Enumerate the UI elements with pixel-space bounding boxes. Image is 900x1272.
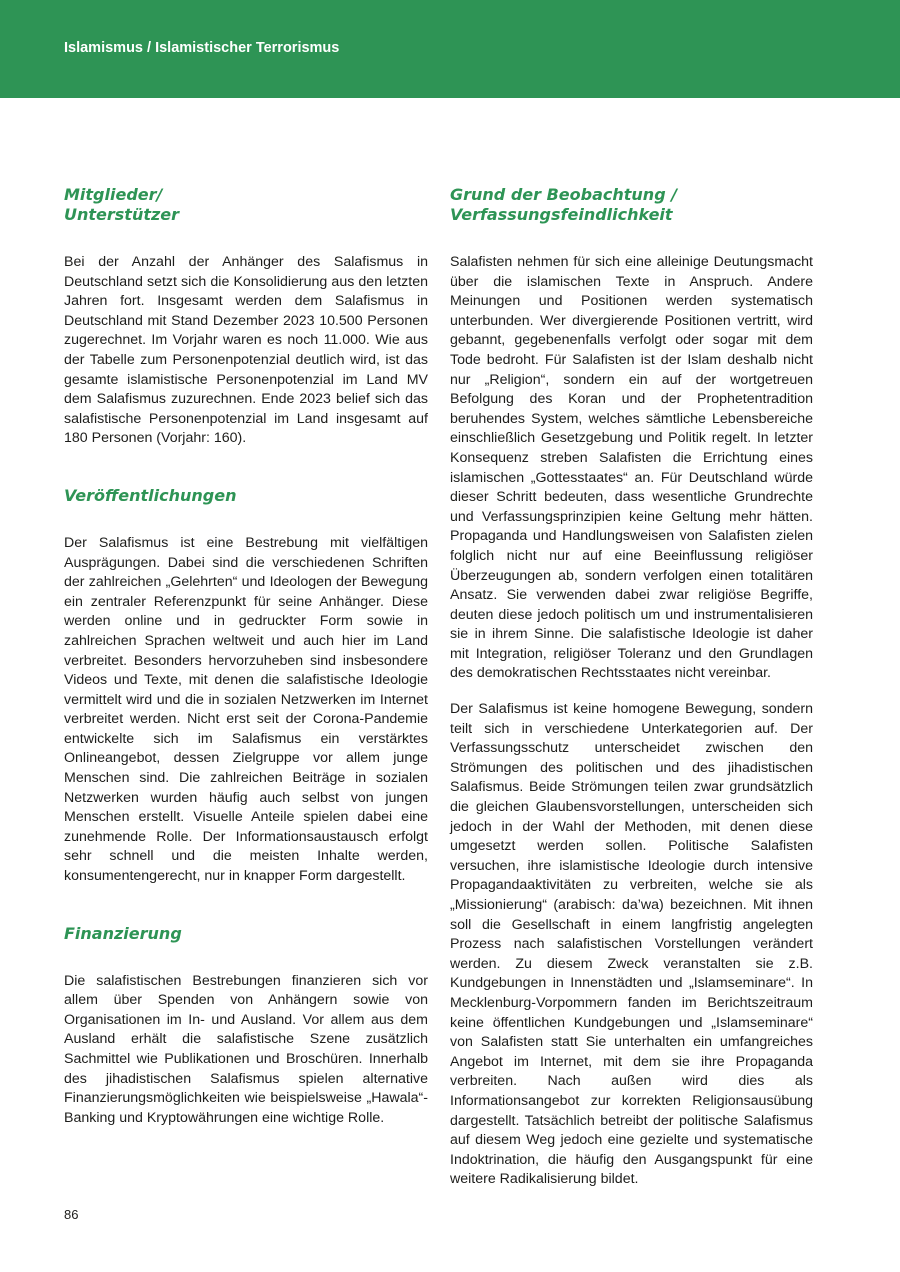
section-publications [64, 486, 428, 887]
reason-paragraph-1: Salafisten nehmen für sich eine alleinige Deutungsmacht über die islamischen Texte in Anspruch. Andere Meinungen und Positionen werden systematisch unterbunden. Wer divergierende Positionen vertritt, wird gebannt, gegebenenfalls verfolgt oder sogar mit dem Tode bedroht. Für Salafisten ist der Islam deshalb nicht nur „Religion“, sondern ein auf der wortgetreuen Befolgung des Koran und der Prophetentradition beruhendes System, welches sämtliche Lebensbereiche einschließlich Gesetzgebung und Politik regelt. In letzter Konsequenz streben Salafisten die Errichtung eines islamischen „Gottesstaates“ an. Für Deutschland würde dieser Schritt bedeuten, dass wesentliche Grundrechte und Verfassungsprinzipien keine Geltung mehr hätten. Propaganda und Handlungsweisen von Salafisten zielen folglich nicht nur auf eine Beeinflussung religiöser Überzeugungen ab, sondern verfolgen einen totalitären Ansatz. Sie verwenden dabei zwar religiöse Begriffe, deuten diese jedoch politisch um und instrumentalisieren sie in ihrem Sinne. Die salafistische Ideologie ist daher mit Integration, religiöser Toleranz und den Grundlagen des demokratischen Rechtsstaates nicht vereinbar. [450, 254, 813, 682]
header-band [0, 0, 900, 98]
financing-paragraph: Die salafistischen Bestrebungen finanzieren sich vor allem über Spenden von Anhängern sowie von Organisationen im In- und Ausland. Vor allem aus dem Ausland erhält die salafistische Szene zusätzlich Sachmittel wie Publikationen und Broschüren. Innerhalb des jihadistischen Salafismus spielen alternative Finanzierungsmöglichkeiten wie beispielsweise „Hawala“-Banking und Kryptowährungen eine wichtige Rolle. [64, 972, 428, 1126]
heading-members-line2: Unterstützer [64, 205, 180, 224]
heading-financing: Finanzierung [64, 923, 182, 943]
heading-members-line1: Mitglieder/ [64, 185, 163, 204]
section-members [64, 185, 428, 449]
members-paragraph: Bei der Anzahl der Anhänger des Salafismus in Deutschland setzt sich die Konsolidierung aus den letzten Jahren fort. Insgesamt werden dem Salafismus in Deutschland mit Stand Dezember 2023 10.500 Personen zugerechnet. Im Vorjahr waren es noch 11.000. Wie aus der Tabelle zum Personenpotenzial deutlich wird, ist das gesamte islamistische Personenpotenzial im Land MV dem Salafismus zuzurechnen. Ende 2023 belief sich das salafistische Personenpotenzial im Land insgesamt auf 180 Personen (Vorjahr: 160). [64, 254, 428, 447]
reason-paragraph-2: Der Salafismus ist keine homogene Bewegung, sondern teilt sich in verschiedene Unterkategorien auf. Der Verfassungsschutz unterscheidet zwischen den Strömungen des politischen und des jihadistischen Salafismus. Beide Strömungen teilen zwar grundsätzlich die gleichen Glaubensvorstellungen, unterscheiden sich jedoch in der Wahl der Methoden, mit denen diese umgesetzt werden sollen. Politische Salafisten versuchen, ihre islamistische Ideologie durch intensive Propagandaaktivitäten zu verbreiten, welche sie als „Missionierung“ (arabisch: da’wa) bezeichnen. Mit ihnen soll die Gesellschaft in einem langfristig angelegten Prozess nach salafistischen Vorstellungen verändert werden. Zu diesem Zweck veranstalten sie z.B. Kundgebungen in Innenstädten und „Islamseminare“. In Mecklenburg-Vorpommern fanden im Berichtszeitraum keine öffentlichen Kundgebungen und „Islamseminare“ von Salafisten statt Sie unterhalten ein umfangreiches Angebot im Internet, mit dem sie ihre Propaganda verbreiten. Nach außen wird dies als Informationsangebot zur korrekten Religionsausübung dargestellt. Tatsächlich betreibt der politische Salafismus auf diesem Weg jedoch eine gezielte und systematische Indoktrination, die häufig den Ausgangspunkt für eine weitere Radikalisierung bildet. [450, 701, 813, 1188]
page-number: 86 [64, 1207, 79, 1222]
left-column [64, 185, 428, 1128]
heading-reason-line2: Verfassungsfeindlichkeit [450, 205, 673, 224]
heading-publications: Veröffentlichungen [64, 485, 237, 505]
running-header-title: Islamismus / Islamistischer Terrorismus [64, 40, 340, 56]
heading-members [64, 185, 428, 225]
section-financing [64, 924, 428, 1129]
right-column [450, 185, 813, 1190]
heading-reason-observation [450, 185, 813, 225]
heading-reason-line1: Grund der Beobachtung / [450, 185, 678, 204]
publications-paragraph: Der Salafismus ist eine Bestrebung mit vielfältigen Ausprägungen. Dabei sind die verschiedenen Schriften der zahlreichen „Gelehrten“ und Ideologen der Bewegung ein zentraler Referenzpunkt für seine Anhänger. Diese werden online und in gedruckter Form sowie in zahlreichen Sprachen weltweit und auch hier im Land verbreitet. Besonders hervorzuheben sind insbesondere Videos und Texte, mit denen die salafistische Ideologie vermittelt wird und die in sozialen Netzwerken im Internet verbreitet werden. Nicht erst seit der Corona-Pandemie entwickelte sich im Salafismus ein verstärktes Onlineangebot, dessen Zielgruppe vor allem junge Menschen sind. Die zahlreichen Beiträge in sozialen Netzwerken wurden häufig auch selbst von jungen Menschen erstellt. Visuelle Anteile spielen dabei eine zunehmende Rolle. Der Informationsaustausch erfolgt sehr schnell und die meisten Inhalte werden, konsumentengerecht, nur in knapper Form dargestellt. [64, 534, 428, 885]
section-reason-observation [450, 185, 813, 1190]
